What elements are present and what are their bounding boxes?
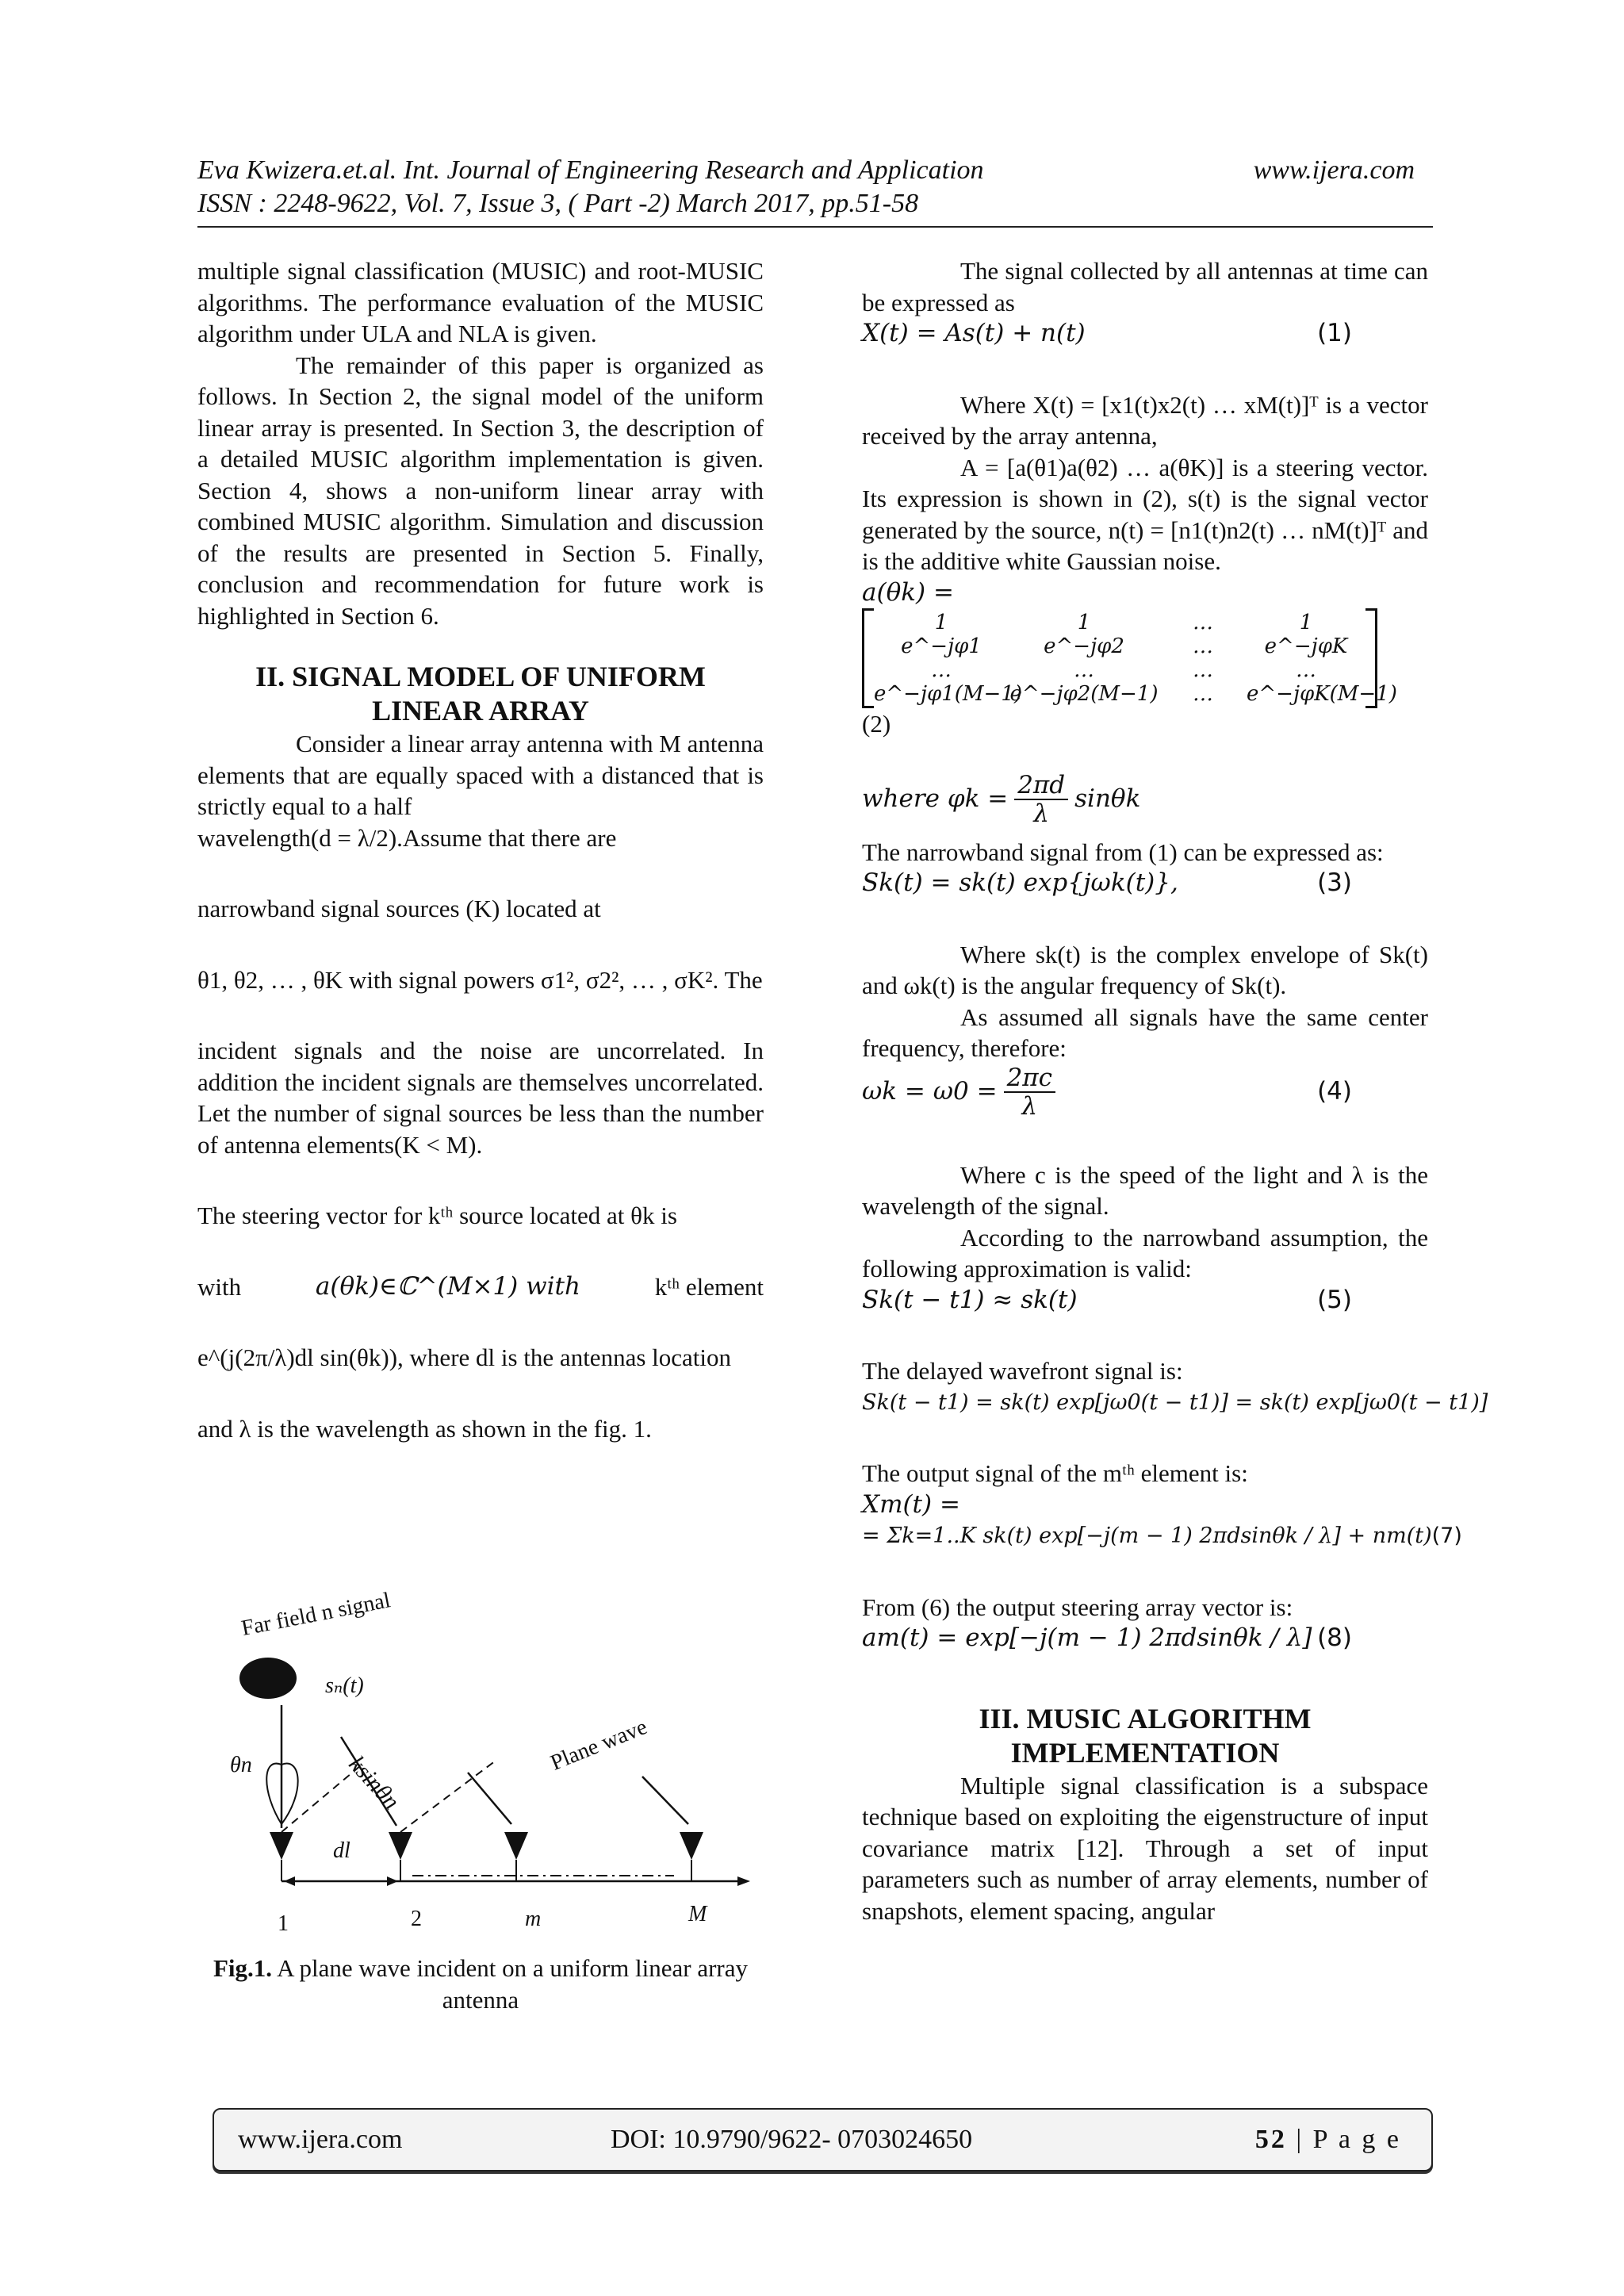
right-paragraph-5: Where sk(t) is the complex envelope of Sk(t) and ωk(t) is the angular frequency of Sk(t). bbox=[862, 940, 1428, 999]
right-paragraph-8: According to the narrowband assumption, the following approximation is valid: bbox=[862, 1223, 1428, 1282]
matrix-cell: e^−jφ1(M−1) bbox=[874, 682, 1023, 706]
footer-page bbox=[1255, 2125, 1401, 2155]
right-paragraph-1: The signal collected by all antennas at time can be expressed as bbox=[862, 257, 1428, 316]
right-paragraph-4: The narrowband signal from (1) can be expressed as: bbox=[862, 838, 1384, 866]
right-paragraph-9: The delayed wavefront signal is: bbox=[862, 1357, 1183, 1385]
label-theta-n: θn bbox=[230, 1753, 252, 1777]
equation-3-number: (3) bbox=[1317, 868, 1352, 897]
equation-1 bbox=[862, 318, 1428, 350]
equation-7-number: (7) bbox=[1431, 1524, 1462, 1548]
right-paragraph-11: From (6) the output steering array vector is: bbox=[862, 1593, 1293, 1621]
equation-2-number: (2) bbox=[862, 710, 891, 738]
equation-4 bbox=[862, 1064, 1428, 1120]
element-m bbox=[504, 1832, 528, 1860]
left-paragraph-6: incident signals and the noise are uncorrelated. In addition the incident signals are themselves uncorrelated. Let the number of signal sources be less than the number of antenna elements(K < M). bbox=[197, 1037, 764, 1159]
equation-4-denominator: λ bbox=[1021, 1091, 1038, 1121]
left-paragraph-10: and λ is the wavelength as shown in the fig. 1. bbox=[197, 1414, 652, 1443]
steering-vector-label: a(θk) = bbox=[862, 577, 954, 607]
matrix-cell: … bbox=[1193, 658, 1213, 682]
section-3-title-line-1: III. MUSIC ALGORITHM bbox=[979, 1702, 1312, 1734]
equation-7-lhs: Xm(t) = bbox=[862, 1489, 960, 1519]
matrix-cell: e^−jφ2(M−1) bbox=[1009, 682, 1159, 706]
equation-1-number: (1) bbox=[1317, 319, 1352, 347]
phi-tail: sinθk bbox=[1074, 784, 1141, 813]
right-paragraph-10: The output signal of the mᵗʰ element is: bbox=[862, 1459, 1248, 1487]
label-M: M bbox=[688, 1902, 707, 1926]
equation-4-numerator: 2πc bbox=[1004, 1064, 1055, 1093]
phi-denominator: λ bbox=[1033, 799, 1049, 828]
element-1 bbox=[270, 1832, 293, 1860]
footer-page-number: 52 bbox=[1254, 2125, 1287, 2154]
right-column bbox=[862, 255, 1488, 1926]
right-paragraph-2: Where X(t) = [x1(t)x2(t) … xM(t)]ᵀ is a vector received by the array antenna, bbox=[862, 390, 1428, 450]
equation-7-body: = Σk=1..K sk(t) exp[−j(m − 1) 2πdsinθk / λ] + nm(t) bbox=[862, 1524, 1432, 1548]
issn-line: ISSN : 2248-9622, Vol. 7, Issue 3, ( Part -2) March 2017, pp.51-58 bbox=[197, 189, 919, 218]
equation-3 bbox=[862, 868, 1428, 899]
label-sn: sₙ(t) bbox=[325, 1673, 364, 1698]
left-paragraph-8c: kᵗʰ element bbox=[654, 1272, 764, 1301]
phi-definition bbox=[862, 772, 1428, 827]
element-2 bbox=[389, 1832, 412, 1860]
element-M bbox=[680, 1832, 703, 1860]
figure-1-caption bbox=[197, 1953, 764, 2016]
journal-title: Eva Kwizera.et.al. Int. Journal of Engineering Research and Application bbox=[197, 155, 984, 185]
equation-1-body: X(t) = As(t) + n(t) bbox=[862, 319, 1086, 347]
matrix-cell: … bbox=[1074, 658, 1094, 682]
header-site: www.ijera.com bbox=[1253, 155, 1415, 185]
figure-1-caption-label: Fig.1. bbox=[213, 1954, 273, 1982]
matrix-cell: e^−jφ2 bbox=[1044, 634, 1124, 658]
right-paragraph-7: Where c is the speed of the light and λ is the wavelength of the signal. bbox=[862, 1160, 1428, 1220]
equation-5-number: (5) bbox=[1317, 1285, 1352, 1314]
steering-matrix bbox=[862, 608, 1428, 708]
matrix-cell: 1 bbox=[934, 611, 948, 634]
matrix-cell: e^−jφK(M−1) bbox=[1247, 682, 1397, 706]
label-ksin: ksinθn bbox=[343, 1751, 405, 1815]
equation-3-body: Sk(t) = sk(t) exp{jωk(t)}, bbox=[862, 868, 1178, 897]
right-paragraph-12: Multiple signal classification is a subspace technique based on exploiting the eigenstructure of input covariance matrix [12]. Through a set of input parameters such as number of array elements, number of snapshots, element spacing, angular bbox=[862, 1771, 1428, 1925]
label-2: 2 bbox=[411, 1907, 422, 1931]
label-plane-wave: Plane wave bbox=[547, 1714, 651, 1776]
figure-1 bbox=[230, 1586, 753, 1951]
right-paragraph-3: A = [a(θ1)a(θ2) … a(θK)] is a steering vector. Its expression is shown in (2), s(t) is the signal vector generated by the source, n(t) = [n1(t)n2(t) … nM(t)]ᵀ and is the additive white Gaussian noise. bbox=[862, 453, 1428, 575]
matrix-cell: … bbox=[1296, 658, 1316, 682]
equation-7 bbox=[862, 1520, 1462, 1552]
left-paragraph-3: Consider a linear array antenna with M antenna elements that are equally spaced with a distanced that is strictly equal to a half bbox=[197, 730, 764, 820]
equation-4-number: (4) bbox=[1317, 1076, 1352, 1106]
left-paragraph-2: The remainder of this paper is organized as follows. In Section 2, the signal model of the uniform linear array is presented. In Section 3, the description of a detailed MUSIC algorithm implementation is given. Section 4, shows a non-uniform linear array with combined MUSIC algorithm. Simulation and discussion of the results are presented in Section 5. Finally, conclusion and recommendation for future work is highlighted in Section 6. bbox=[197, 351, 764, 630]
matrix-cell: 1 bbox=[1299, 611, 1313, 634]
left-paragraph-7: The steering vector for kᵗʰ source located at θk is bbox=[197, 1202, 677, 1229]
equation-5-body: Sk(t − t1) ≈ sk(t) bbox=[862, 1285, 1078, 1314]
matrix-cell: … bbox=[1193, 682, 1213, 706]
left-paragraph-9: e^(j(2π/λ)dl sin(θk)), where dl is the antennas location bbox=[197, 1343, 731, 1371]
label-far-field: Far field n signal bbox=[239, 1588, 393, 1642]
left-column bbox=[197, 255, 764, 1444]
equation-6: Sk(t − t1) = sk(t) exp[jω0(t − t1)] = sk(t) exp[jω0(t − t1)] bbox=[862, 1389, 1488, 1415]
footer-doi: DOI: 10.9790/9622- 0703024650 bbox=[611, 2125, 973, 2154]
left-paragraph-1: multiple signal classification (MUSIC) and root-MUSIC algorithms. The performance evaluation of the MUSIC algorithm under ULA and NLA is given. bbox=[197, 257, 764, 347]
section-3-title-line-2: IMPLEMENTATION bbox=[1010, 1736, 1280, 1769]
steering-matrix-grid bbox=[874, 608, 1397, 708]
equation-5 bbox=[862, 1285, 1428, 1317]
matrix-cell: … bbox=[1193, 634, 1213, 658]
source-dot bbox=[239, 1658, 297, 1699]
page-footer bbox=[213, 2108, 1433, 2171]
right-paragraph-6: As assumed all signals have the same center frequency, therefore: bbox=[862, 1002, 1428, 1062]
footer-site: www.ijera.com bbox=[238, 2125, 403, 2154]
label-dl: dl bbox=[333, 1838, 350, 1863]
matrix-cell: … bbox=[1193, 611, 1213, 634]
equation-8-number: (8) bbox=[1317, 1623, 1352, 1652]
left-paragraph-8b: a(θk)∈ℂ^(M×1) with bbox=[315, 1271, 580, 1301]
matrix-cell: e^−jφK bbox=[1264, 634, 1348, 658]
figure-1-caption-text: A plane wave incident on a uniform linear array antenna bbox=[277, 1954, 749, 2014]
footer-page-word: | P a g e bbox=[1296, 2125, 1401, 2154]
equation-8 bbox=[862, 1623, 1428, 1654]
left-paragraph-5: θ1, θ2, … , θK with signal powers σ1², σ2², … , σK². The bbox=[197, 965, 763, 994]
matrix-cell: … bbox=[931, 658, 952, 682]
matrix-cell: 1 bbox=[1077, 611, 1091, 634]
section-2-title-line-2: LINEAR ARRAY bbox=[372, 695, 589, 726]
left-paragraph-4: narrowband signal sources (K) located at bbox=[197, 895, 601, 922]
label-1: 1 bbox=[278, 1911, 289, 1936]
left-paragraph-8a: with bbox=[197, 1272, 242, 1301]
phi-lhs: where φk = bbox=[862, 784, 1009, 813]
left-paragraph-3b: wavelength(d = λ/2).Assume that there are bbox=[197, 823, 617, 852]
array-diagram bbox=[230, 1586, 753, 1951]
section-2-title-line-1: II. SIGNAL MODEL OF UNIFORM bbox=[255, 661, 706, 692]
matrix-cell: e^−jφ1 bbox=[901, 634, 982, 658]
label-m: m bbox=[525, 1907, 542, 1931]
equation-8-body: am(t) = exp[−j(m − 1) 2πdsinθk / λ] bbox=[862, 1623, 1312, 1652]
phi-numerator: 2πd bbox=[1014, 772, 1068, 800]
header-rule bbox=[197, 226, 1433, 228]
equation-4-lhs: ωk = ω0 = bbox=[862, 1076, 998, 1106]
